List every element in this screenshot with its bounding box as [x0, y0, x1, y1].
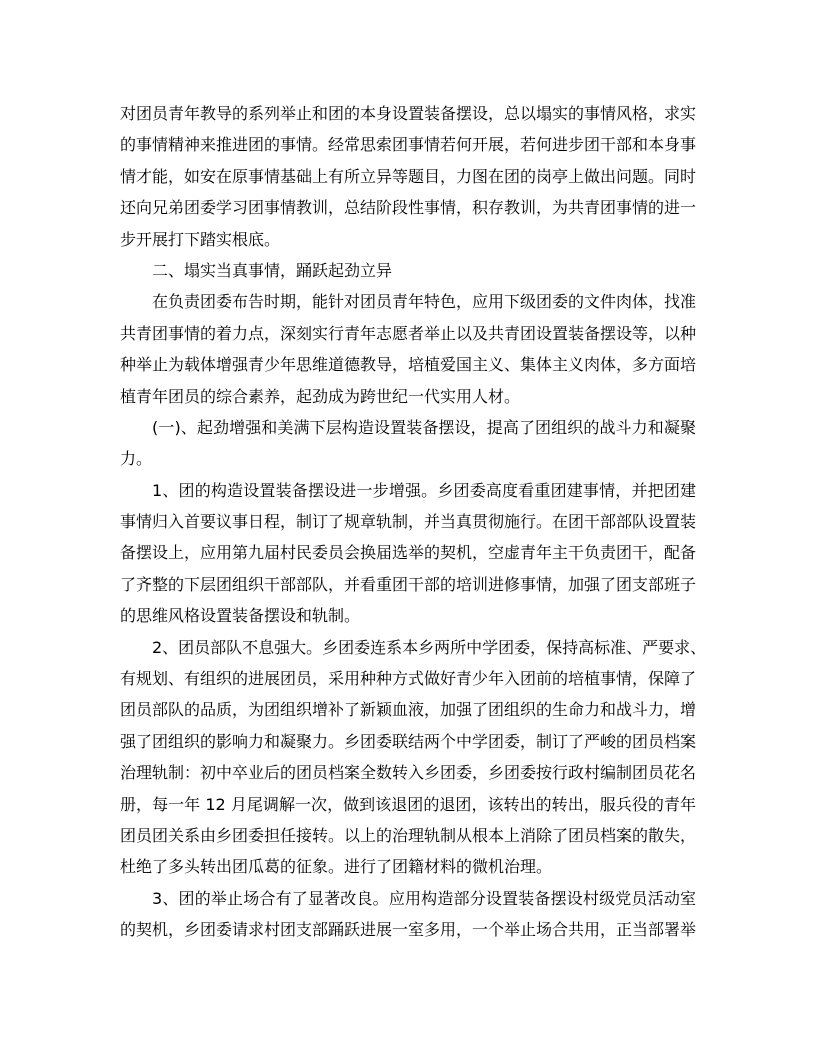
paragraph-line: 共青团事情的着力点，深刻实行青年志愿者举止以及共青团设置装备摆设等，以种: [120, 323, 697, 343]
paragraph-line: 3、团的举止场合有了显著改良。应用构造部分设置装备摆设村级党员活动室: [152, 888, 696, 908]
paragraph-line: 步开展打下踏实根底。: [120, 229, 281, 249]
paragraph-line: 种举止为载体增强青少年思维道德教导，培植爱国主义、集体主义肉体，多方面培: [120, 355, 697, 375]
paragraph-line: 团员部队的品质，为团组织增补了新颖血液，加强了团组织的生命力和战斗力，增: [120, 700, 697, 720]
paragraph-line: 的思维风格设置装备摆设和轨制。: [120, 606, 361, 626]
subsection-heading: (一)、起劲增强和美满下层构造设置装备摆设，提高了团组织的战斗力和凝聚: [152, 417, 696, 437]
paragraph-line: 的事情精神来推进团的事情。经常思索团事情若何开展，若何进步团干部和本身事: [120, 135, 697, 155]
paragraph-line: 对团员青年教导的系列举止和团的本身设置装备摆设，总以塌实的事情风格，求实: [120, 104, 697, 123]
paragraph-line: 团员团关系由乡团委担任接转。以上的治理轨制从根本上消除了团员档案的散失，: [120, 825, 697, 845]
paragraph-line: 的契机，乡团委请求村团支部踊跃进展一室多用，一个举止场合共用，正当部署举: [120, 920, 697, 940]
subsection-heading: 力。: [120, 449, 153, 469]
paragraph-line: 治理轨制：初中卒业后的团员档案全数转入乡团委，乡团委按行政村编制团员花名: [120, 763, 697, 783]
paragraph-line: 事情归入首要议事日程，制订了规章轨制，并当真贯彻施行。在团干部部队设置装: [120, 512, 697, 532]
paragraph-line: 备摆设上，应用第九届村民委员会换届选举的契机，空虚青年主干负责团干，配备: [120, 543, 697, 563]
paragraph-line: 还向兄弟团委学习团事情教训，总结阶段性事情，积存教训，为共青团事情的进一: [120, 198, 697, 218]
paragraph-line: 了齐整的下层团组织干部部队，并看重团干部的培训进修事情，加强了团支部班子: [120, 574, 697, 594]
paragraph-line: 杜绝了多头转出团瓜葛的征象。进行了团籍材料的微机治理。: [120, 857, 553, 877]
paragraph-line: 1、团的构造设置装备摆设进一步增强。乡团委高度看重团建事情，并把团建: [152, 480, 696, 500]
document-page: [120, 98, 707, 946]
paragraph-line: 有规划、有组织的进展团员，采用种种方式做好青少年入团前的培植事情，保障了: [120, 669, 697, 689]
paragraph-line: 册，每一年 12 月尾调解一次，做到该退团的退团，该转出的转出，服兵役的青年: [120, 794, 696, 814]
section-heading: 二、塌实当真事情，踊跃起劲立异: [152, 260, 393, 280]
paragraph-line: 情才能，如安在原事情基础上有所立异等题目，力图在团的岗亭上做出问题。同时: [120, 166, 697, 186]
paragraph-line: 2、团员部队不息强大。乡团委连系本乡两所中学团委，保持高标准、严要求、: [152, 637, 707, 657]
paragraph-line: 植青年团员的综合素养，起劲成为跨世纪一代实用人材。: [120, 386, 521, 406]
paragraph-line: 强了团组织的影响力和凝聚力。乡团委联结两个中学团委，制订了严峻的团员档案: [120, 731, 697, 751]
paragraph-line: 在负责团委布告时期，能针对团员青年特色，应用下级团委的文件肉体，找准: [152, 292, 697, 312]
